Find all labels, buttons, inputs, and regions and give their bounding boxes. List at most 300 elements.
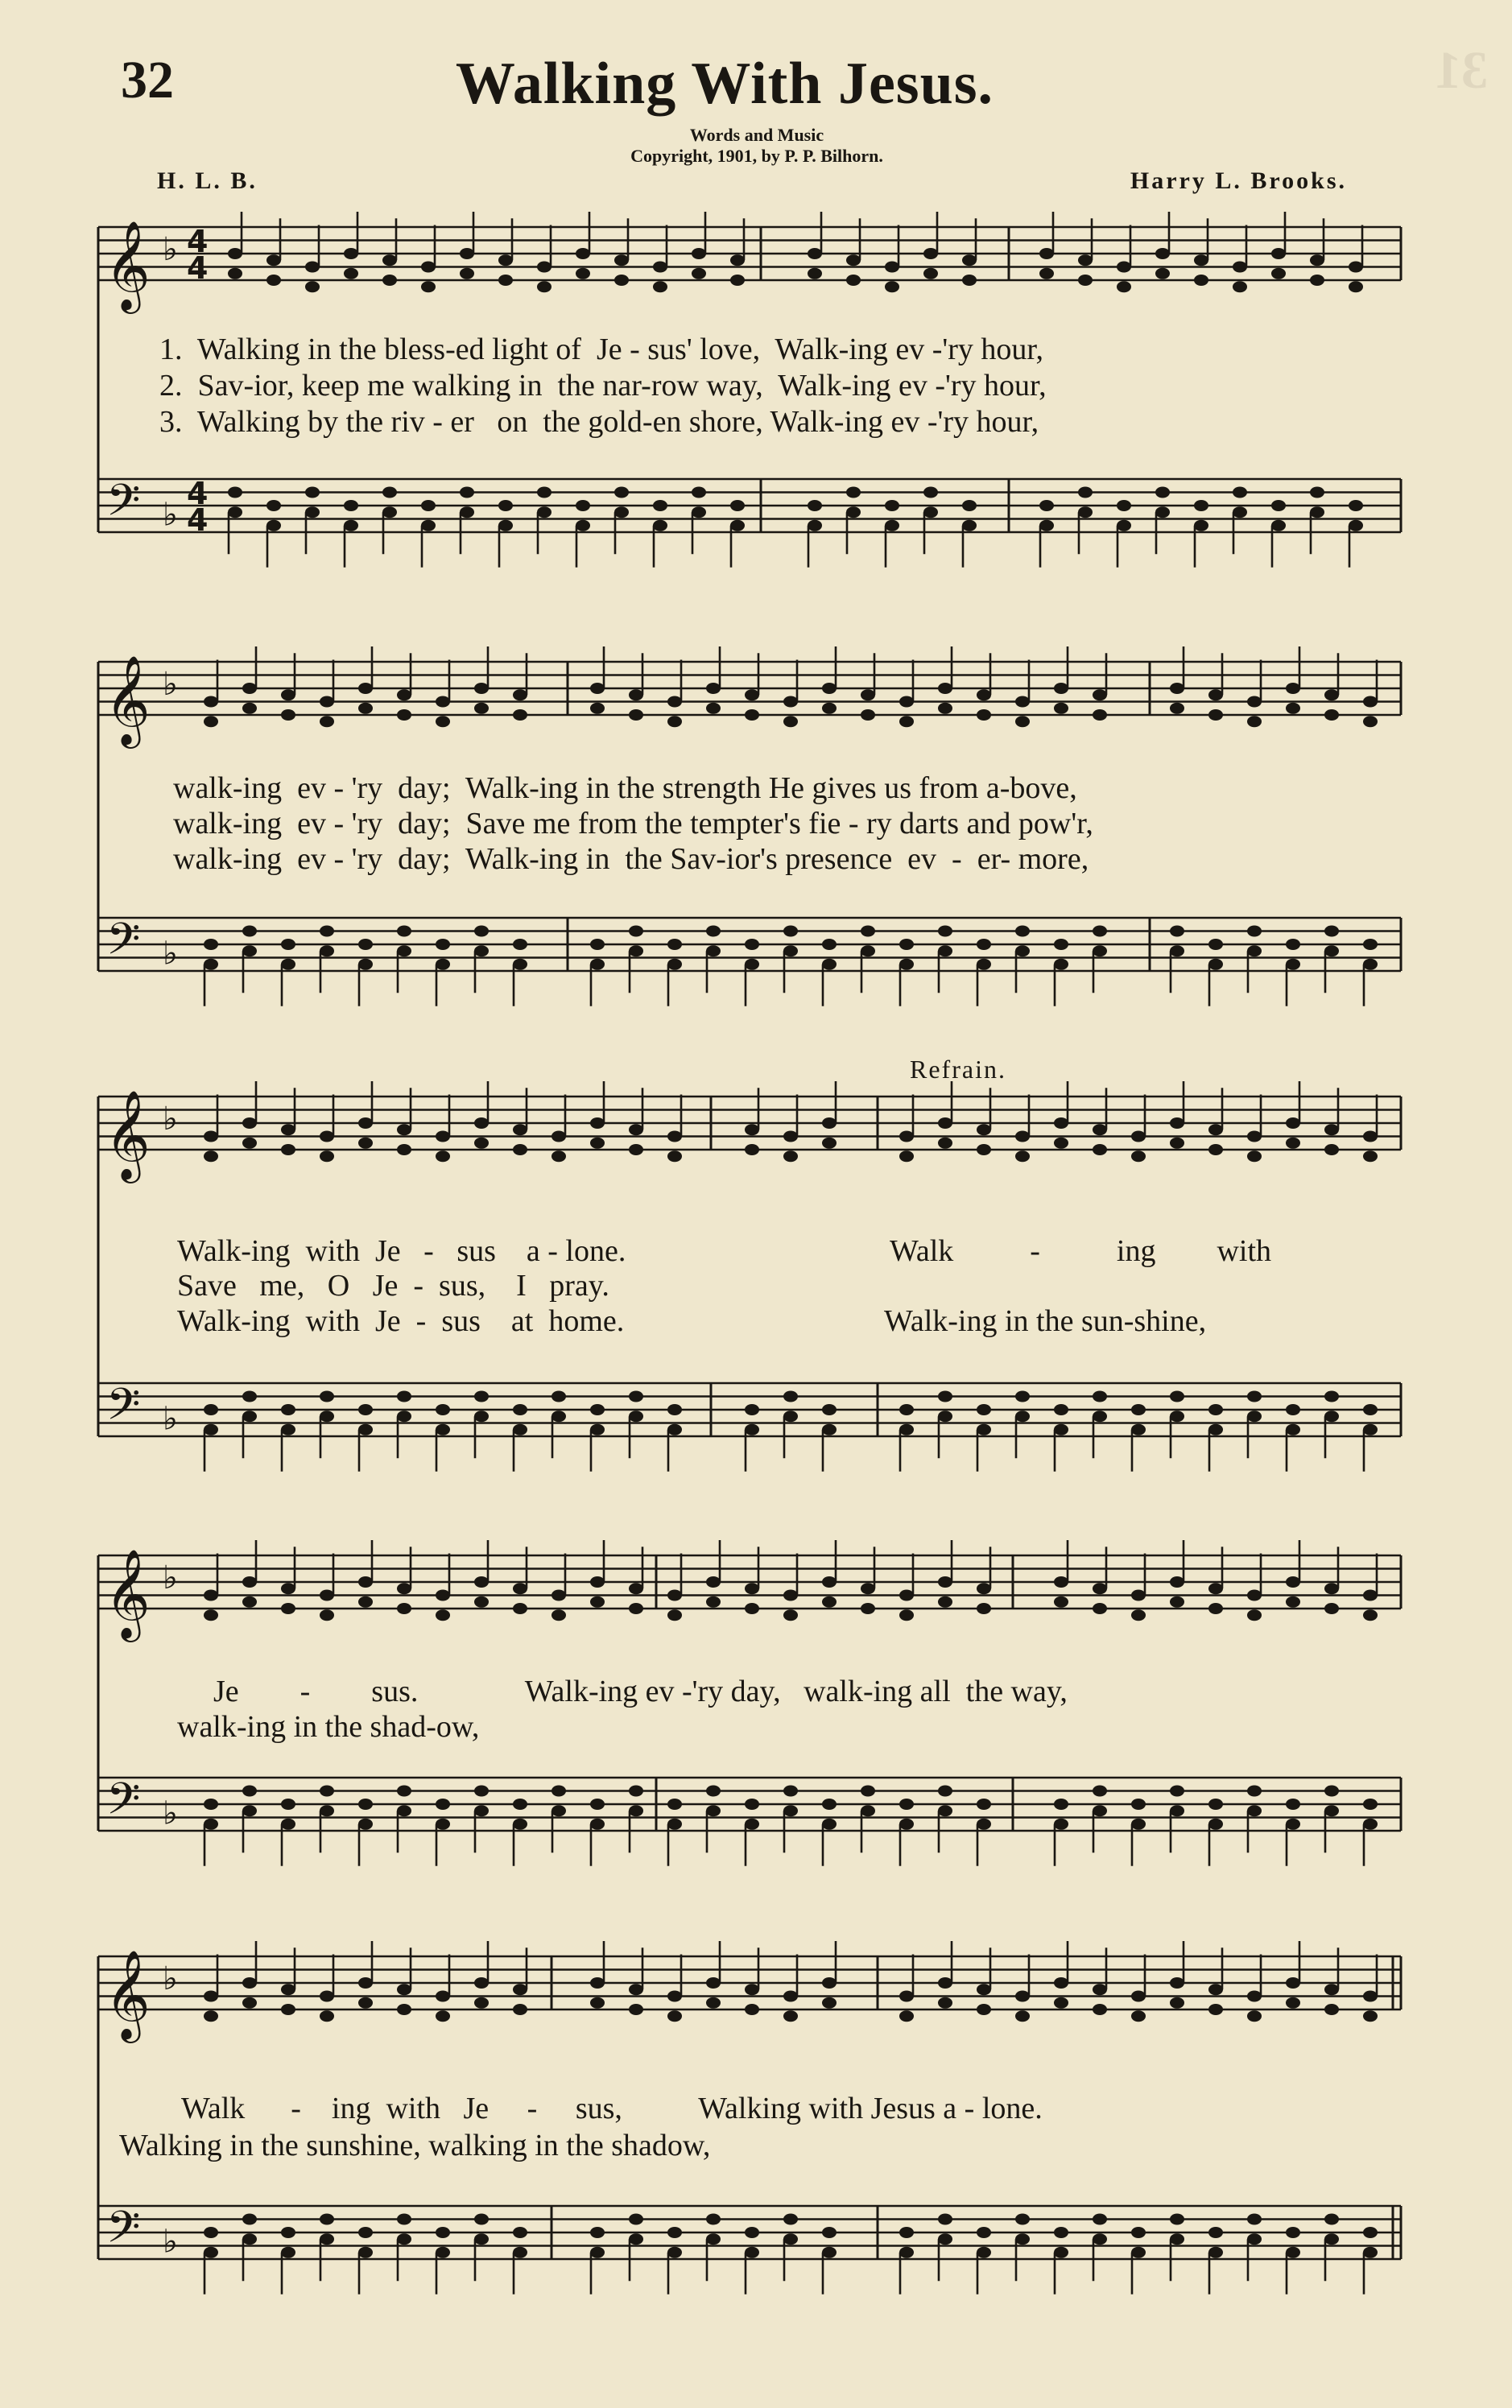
note-head <box>692 268 706 279</box>
note-head <box>822 703 837 714</box>
note-head <box>204 959 218 970</box>
note-head <box>242 1411 257 1422</box>
note-head <box>1286 1596 1300 1608</box>
note-head <box>1155 506 1170 518</box>
note-head <box>1039 248 1054 259</box>
flat-icon: ♭ <box>163 2223 178 2261</box>
note-head <box>1324 1124 1339 1135</box>
note-head <box>822 1576 837 1588</box>
note-head <box>667 1819 682 1830</box>
note-head <box>899 1404 914 1415</box>
note-head <box>1247 1411 1262 1422</box>
note-head <box>706 1596 721 1608</box>
note-head <box>1131 2227 1146 2238</box>
note-head <box>1324 2233 1339 2245</box>
refrain-lyric-line: Walk-ing in the sun-shine, <box>884 1304 1207 1338</box>
note-head <box>358 683 373 694</box>
note-head <box>846 506 861 518</box>
note-head <box>1194 254 1208 266</box>
note-head <box>436 2247 450 2258</box>
note-head <box>358 1799 373 1810</box>
note-head <box>1363 1590 1378 1601</box>
note-head <box>938 1997 952 2009</box>
refrain-label: Refrain. <box>910 1055 1006 1084</box>
note-head <box>382 275 397 286</box>
note-head <box>358 1576 373 1588</box>
note-head <box>977 2247 991 2258</box>
note-head <box>899 696 914 708</box>
note-head <box>590 939 605 950</box>
note-head <box>783 1590 798 1601</box>
note-head <box>938 1117 952 1129</box>
note-head <box>344 520 358 531</box>
note-head <box>421 500 436 511</box>
note-head <box>320 2010 334 2022</box>
note-head <box>1131 2010 1146 2022</box>
note-head <box>1247 2233 1262 2245</box>
note-head <box>629 1786 643 1797</box>
note-head <box>1155 248 1170 259</box>
note-head <box>861 1805 875 1816</box>
note-head <box>397 1583 411 1594</box>
note-head <box>1208 1124 1223 1135</box>
note-head <box>938 1977 952 1989</box>
note-head <box>1208 939 1223 950</box>
note-head <box>938 1138 952 1149</box>
note-head <box>1363 716 1378 727</box>
note-head <box>1286 939 1300 950</box>
note-head <box>1170 683 1184 694</box>
note-head <box>1054 2247 1068 2258</box>
note-head <box>242 703 257 714</box>
note-head <box>382 506 397 518</box>
note-head <box>962 520 977 531</box>
note-head <box>590 703 605 714</box>
note-head <box>358 1424 373 1435</box>
note-head <box>667 1609 682 1621</box>
flat-icon: ♭ <box>163 1960 178 1997</box>
note-head <box>1247 1590 1262 1601</box>
note-head <box>899 1799 914 1810</box>
note-head <box>1324 689 1339 700</box>
note-head <box>1363 1424 1378 1435</box>
composer-credit: Harry L. Brooks. <box>1130 167 1347 194</box>
note-head <box>783 1391 798 1402</box>
bass-clef-icon: 𝄢 <box>106 2201 141 2264</box>
note-head <box>745 689 759 700</box>
note-head <box>692 248 706 259</box>
note-head <box>397 689 411 700</box>
note-head <box>436 1799 450 1810</box>
note-head <box>1286 1799 1300 1810</box>
note-head <box>358 1596 373 1608</box>
note-head <box>730 254 745 266</box>
note-head <box>822 1424 837 1435</box>
note-head <box>629 1583 643 1594</box>
note-head <box>590 2227 605 2238</box>
note-head <box>1208 689 1223 700</box>
note-head <box>1324 1583 1339 1594</box>
note-head <box>730 520 745 531</box>
note-head <box>899 2247 914 2258</box>
note-head <box>358 939 373 950</box>
note-head <box>513 1819 527 1830</box>
note-head <box>938 1596 952 1608</box>
note-head <box>1247 926 1262 937</box>
note-head <box>204 1799 218 1810</box>
note-head <box>552 1150 566 1162</box>
note-head <box>1170 1977 1184 1989</box>
note-head <box>397 945 411 956</box>
note-head <box>822 1596 837 1608</box>
note-head <box>885 500 899 511</box>
note-head <box>320 716 334 727</box>
treble-clef-icon: 𝄞 <box>105 1089 151 1179</box>
note-head <box>1233 281 1247 292</box>
note-head <box>977 939 991 950</box>
note-head <box>344 500 358 511</box>
note-head <box>1247 1131 1262 1142</box>
note-head <box>358 1977 373 1989</box>
note-head <box>474 1411 489 1422</box>
note-head <box>745 1144 759 1155</box>
note-head <box>1271 248 1286 259</box>
flat-icon: ♭ <box>163 1400 178 1438</box>
note-head <box>513 709 527 721</box>
note-head <box>460 487 474 498</box>
note-head <box>1039 520 1054 531</box>
note-head <box>1117 262 1131 273</box>
note-head <box>745 1424 759 1435</box>
note-head <box>1015 945 1030 956</box>
note-head <box>242 683 257 694</box>
note-head <box>1208 959 1223 970</box>
note-head <box>281 959 295 970</box>
note-head <box>1286 1117 1300 1129</box>
note-head <box>745 959 759 970</box>
note-head <box>653 500 667 511</box>
note-head <box>590 1799 605 1810</box>
note-head <box>1170 1786 1184 1797</box>
note-head <box>885 262 899 273</box>
note-head <box>706 1786 721 1797</box>
note-head <box>706 1977 721 1989</box>
note-head <box>667 1404 682 1415</box>
note-head <box>1131 1799 1146 1810</box>
note-head <box>513 1603 527 1614</box>
note-head <box>977 2004 991 2015</box>
note-head <box>242 1977 257 1989</box>
note-head <box>706 703 721 714</box>
note-head <box>204 1131 218 1142</box>
note-head <box>923 248 938 259</box>
note-head <box>1170 1805 1184 1816</box>
note-head <box>1324 945 1339 956</box>
treble-clef-icon: 𝄞 <box>105 655 151 745</box>
note-head <box>1363 939 1378 950</box>
lyric-line: Walking in the sunshine, walking in the shadow, <box>119 2129 711 2162</box>
note-head <box>436 1609 450 1621</box>
note-head <box>783 926 798 937</box>
note-head <box>1324 709 1339 721</box>
note-head <box>358 1117 373 1129</box>
note-head <box>281 939 295 950</box>
note-head <box>228 506 242 518</box>
note-head <box>436 1424 450 1435</box>
note-head <box>667 1799 682 1810</box>
note-head <box>358 1997 373 2009</box>
note-head <box>320 2233 334 2245</box>
note-head <box>692 506 706 518</box>
note-head <box>204 2247 218 2258</box>
note-head <box>1093 926 1107 937</box>
note-head <box>281 2227 295 2238</box>
note-head <box>1054 1997 1068 2009</box>
note-head <box>1015 1411 1030 1422</box>
note-head <box>358 1819 373 1830</box>
note-head <box>436 1131 450 1142</box>
note-head <box>667 2247 682 2258</box>
note-head <box>1054 1404 1068 1415</box>
note-head <box>938 683 952 694</box>
note-head <box>242 1786 257 1797</box>
note-head <box>344 268 358 279</box>
note-head <box>266 500 281 511</box>
note-head <box>281 1819 295 1830</box>
note-head <box>923 487 938 498</box>
note-head <box>552 1805 566 1816</box>
note-head <box>358 2227 373 2238</box>
note-head <box>590 1404 605 1415</box>
note-head <box>590 1138 605 1149</box>
note-head <box>1363 1131 1378 1142</box>
note-head <box>614 254 629 266</box>
note-head <box>653 262 667 273</box>
note-head <box>436 2227 450 2238</box>
note-head <box>1271 500 1286 511</box>
note-head <box>1015 1991 1030 2002</box>
note-head <box>667 1590 682 1601</box>
bass-clef-icon: 𝄢 <box>106 1773 141 1836</box>
note-head <box>204 1991 218 2002</box>
note-head <box>1194 520 1208 531</box>
note-head <box>977 1819 991 1830</box>
note-head <box>421 262 436 273</box>
note-head <box>320 1590 334 1601</box>
note-head <box>745 2227 759 2238</box>
page-number: 32 <box>121 51 174 109</box>
note-head <box>242 2233 257 2245</box>
note-head <box>513 1124 527 1135</box>
note-head <box>938 1391 952 1402</box>
note-head <box>1093 1786 1107 1797</box>
note-head <box>977 1799 991 1810</box>
note-head <box>552 1391 566 1402</box>
note-head <box>1131 1424 1146 1435</box>
note-head <box>498 520 513 531</box>
note-head <box>899 1609 914 1621</box>
note-head <box>629 1805 643 1816</box>
note-head <box>1233 262 1247 273</box>
note-head <box>382 487 397 498</box>
note-head <box>397 709 411 721</box>
note-head <box>1015 696 1030 708</box>
note-head <box>1349 520 1363 531</box>
note-head <box>1093 689 1107 700</box>
note-head <box>552 1609 566 1621</box>
lyric-line: walk-ing ev - 'ry day; Walk-ing in the Sav-ior's presence ev - er- more, <box>173 842 1089 876</box>
note-head <box>706 2233 721 2245</box>
note-head <box>320 1131 334 1142</box>
note-head <box>1363 1609 1378 1621</box>
note-head <box>1054 1117 1068 1129</box>
note-head <box>899 2010 914 2022</box>
note-head <box>474 1576 489 1588</box>
note-head <box>629 1984 643 1995</box>
note-head <box>1208 2004 1223 2015</box>
note-head <box>590 1424 605 1435</box>
note-head <box>629 2214 643 2225</box>
note-head <box>899 959 914 970</box>
note-head <box>436 1991 450 2002</box>
note-head <box>629 2004 643 2015</box>
note-head <box>537 487 552 498</box>
note-head <box>305 281 320 292</box>
note-head <box>513 1799 527 1810</box>
note-head <box>1324 1144 1339 1155</box>
note-head <box>745 939 759 950</box>
note-head <box>962 254 977 266</box>
note-head <box>1208 709 1223 721</box>
note-head <box>1324 2004 1339 2015</box>
note-head <box>498 500 513 511</box>
note-head <box>242 1117 257 1129</box>
note-head <box>281 1404 295 1415</box>
lyric-line: Je - sus. Walk-ing ev -'ry day, walk-ing all the way, <box>213 1675 1068 1708</box>
note-head <box>1247 716 1262 727</box>
note-head <box>1324 1411 1339 1422</box>
note-head <box>1286 683 1300 694</box>
note-head <box>590 1576 605 1588</box>
bass-clef-icon: 𝄢 <box>106 1378 141 1441</box>
note-head <box>1170 1596 1184 1608</box>
note-head <box>667 1991 682 2002</box>
note-head <box>1054 1977 1068 1989</box>
note-head <box>1054 1799 1068 1810</box>
note-head <box>1078 487 1093 498</box>
note-head <box>1170 1411 1184 1422</box>
note-head <box>1286 703 1300 714</box>
note-head <box>552 1131 566 1142</box>
note-head <box>745 1603 759 1614</box>
note-head <box>629 945 643 956</box>
note-head <box>667 2227 682 2238</box>
note-head <box>614 506 629 518</box>
note-head <box>1155 268 1170 279</box>
note-head <box>281 1144 295 1155</box>
note-head <box>822 1819 837 1830</box>
note-head <box>1078 275 1093 286</box>
note-head <box>822 1404 837 1415</box>
note-head <box>861 689 875 700</box>
note-head <box>474 2214 489 2225</box>
note-head <box>938 1576 952 1588</box>
note-head <box>204 939 218 950</box>
note-head <box>861 1583 875 1594</box>
lyric-line: walk-ing ev - 'ry day; Walk-ing in the strength He gives us from a-bove, <box>173 771 1077 805</box>
note-head <box>281 2004 295 2015</box>
note-head <box>358 1404 373 1415</box>
note-head <box>629 926 643 937</box>
note-head <box>460 506 474 518</box>
note-head <box>1170 1576 1184 1588</box>
note-head <box>436 696 450 708</box>
note-head <box>1093 1411 1107 1422</box>
note-head <box>590 959 605 970</box>
note-head <box>305 262 320 273</box>
note-head <box>962 500 977 511</box>
note-head <box>228 248 242 259</box>
note-head <box>977 1984 991 1995</box>
note-head <box>653 281 667 292</box>
note-head <box>938 1411 952 1422</box>
note-head <box>629 1411 643 1422</box>
note-head <box>513 1583 527 1594</box>
note-head <box>629 2233 643 2245</box>
note-head <box>242 1138 257 1149</box>
note-head <box>667 696 682 708</box>
note-head <box>706 2214 721 2225</box>
note-head <box>783 2214 798 2225</box>
note-head <box>242 926 257 937</box>
note-head <box>397 1144 411 1155</box>
note-head <box>498 275 513 286</box>
note-head <box>899 1150 914 1162</box>
note-head <box>305 506 320 518</box>
note-head <box>266 275 281 286</box>
note-head <box>204 716 218 727</box>
note-head <box>460 268 474 279</box>
note-head <box>822 1117 837 1129</box>
note-head <box>783 1991 798 2002</box>
note-head <box>1208 1404 1223 1415</box>
note-head <box>281 689 295 700</box>
note-head <box>242 1596 257 1608</box>
note-head <box>281 1583 295 1594</box>
note-head <box>1286 2227 1300 2238</box>
note-head <box>885 520 899 531</box>
bleed-through-page-number: 31 <box>1435 41 1488 100</box>
note-head <box>614 275 629 286</box>
note-head <box>242 1576 257 1588</box>
note-head <box>745 1404 759 1415</box>
note-head <box>629 1391 643 1402</box>
note-head <box>783 2233 798 2245</box>
note-head <box>498 254 513 266</box>
note-head <box>977 959 991 970</box>
note-head <box>1233 506 1247 518</box>
note-head <box>1015 1131 1030 1142</box>
note-head <box>397 1391 411 1402</box>
note-head <box>938 926 952 937</box>
note-head <box>1093 2214 1107 2225</box>
note-head <box>808 268 822 279</box>
note-head <box>706 1576 721 1588</box>
note-head <box>266 254 281 266</box>
note-head <box>474 1977 489 1989</box>
note-head <box>266 520 281 531</box>
note-head <box>1131 2247 1146 2258</box>
